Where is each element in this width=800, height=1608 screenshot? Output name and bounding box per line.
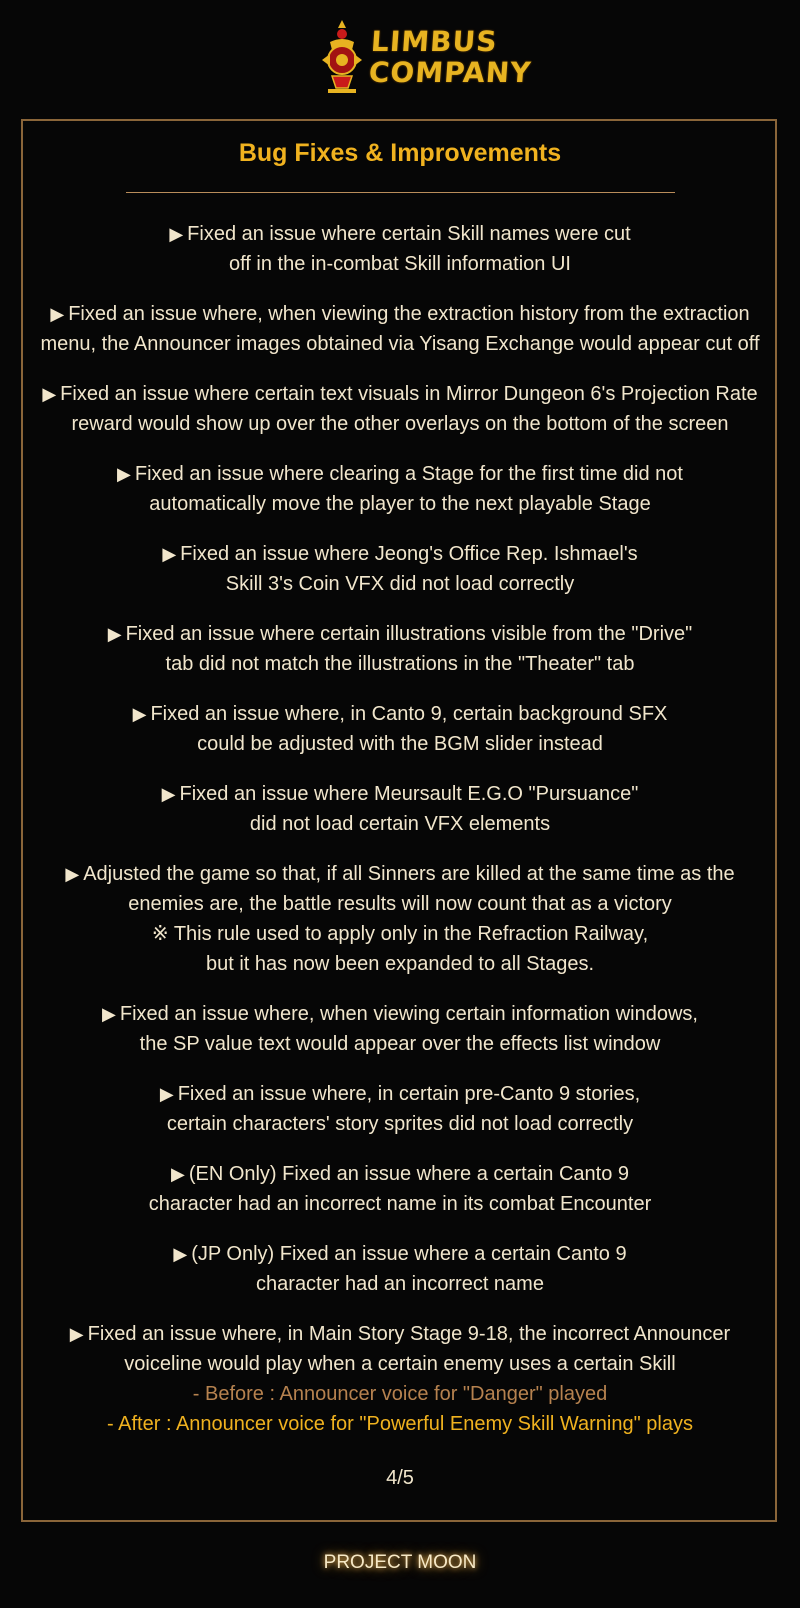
list-item [24,619,776,679]
list-item-line [24,1319,776,1349]
list-item-line [24,1159,776,1189]
list-item-text: but it has now been expanded to all Stages. [205,953,595,975]
before-note: - Before : Announcer voice for "Danger" played [192,1383,608,1405]
list-item [24,379,776,439]
list-item [24,1079,776,1139]
logo-wordmark [367,25,533,89]
play-triangle-icon: ▶ [65,864,80,884]
list-item-text: (EN Only) Fixed an issue where a certain Canto 9 [188,1163,630,1185]
project-moon-footer: PROJECT MOON [323,1552,477,1573]
play-triangle-icon: ▶ [117,464,131,484]
list-item-line [24,539,776,569]
list-item-line [24,1349,776,1379]
list-item-text: Fixed an issue where certain text visuals in Mirror Dungeon 6's Projection Rate [60,383,758,405]
title-divider [126,192,675,193]
list-item [24,219,776,279]
play-triangle-icon: ▶ [173,1244,188,1264]
play-triangle-icon: ▶ [162,544,177,564]
list-item-line [24,569,776,599]
list-item [24,779,776,839]
list-item-text: reward would show up over the other overlays on the bottom of the screen [71,413,729,435]
list-item-text: character had an incorrect name [256,1273,544,1295]
play-triangle-icon: ▶ [42,384,57,404]
list-item-text: Fixed an issue where, in Canto 9, certain background SFX [150,703,668,725]
list-item [24,459,776,519]
list-item-text: Fixed an issue where clearing a Stage for the first time did not [134,463,683,485]
list-item-text: voiceline would play when a certain enemy uses a certain Skill [124,1353,676,1375]
play-triangle-icon: ▶ [159,1084,174,1104]
list-item-text: Fixed an issue where certain illustrations visible from the "Drive" [125,623,693,645]
list-item-text: Fixed an issue where, when viewing the extraction history from the extraction [68,303,750,325]
list-item-line [24,219,776,249]
list-item-line [24,999,776,1029]
after-note: - After : Announcer voice for "Powerful Enemy Skill Warning" plays [107,1413,693,1435]
logo-line-2: COMPANY [367,56,533,89]
list-item-line [24,619,776,649]
play-triangle-icon: ▶ [170,1164,185,1184]
list-item [24,699,776,759]
play-triangle-icon: ▶ [69,1324,84,1344]
list-item [24,1319,776,1439]
list-item-line [24,1029,776,1059]
list-item-line [24,1239,776,1269]
list-item-text: the SP value text would appear over the effects list window [139,1033,661,1055]
list-item-line [24,489,776,519]
list-item-text: certain characters' story sprites did not load correctly [166,1113,634,1135]
list-item-line [24,729,776,759]
play-triangle-icon: ▶ [169,224,184,244]
list-item-text: Fixed an issue where certain Skill names were cut [187,223,631,245]
list-item [24,1159,776,1219]
play-triangle-icon: ▶ [107,624,122,644]
list-item [24,859,776,979]
list-item-line [24,299,776,329]
list-item-text: automatically move the player to the next playable Stage [149,493,651,515]
list-item-text: enemies are, the battle results will now count that as a victory [128,893,672,915]
list-item-line [24,379,776,409]
list-item-line [24,409,776,439]
list-item-line [24,1079,776,1109]
list-item-text: did not load certain VFX elements [249,813,551,835]
list-item-text: ※ This rule used to apply only in the Refraction Railway, [151,923,649,945]
list-item-text: (JP Only) Fixed an issue where a certain Canto 9 [191,1243,627,1265]
list-item-line [24,779,776,809]
fix-list [24,219,776,1459]
list-item-line [24,1269,776,1299]
list-item [24,539,776,599]
limbus-emblem-icon [316,16,368,96]
play-triangle-icon: ▶ [132,704,147,724]
list-item-text: could be adjusted with the BGM slider instead [197,733,603,755]
list-item-text: Fixed an issue where, when viewing certain information windows, [119,1003,698,1025]
list-item-line [24,699,776,729]
list-item [24,299,776,359]
list-item-text: menu, the Announcer images obtained via Yisang Exchange would appear cut off [40,333,760,355]
list-item-line [24,1189,776,1219]
list-item-text: Fixed an issue where, in Main Story Stage 9-18, the incorrect Announcer [87,1323,731,1345]
list-item-text: off in the in-combat Skill information UI [228,253,571,275]
list-item-line [24,919,776,949]
list-item-text: Fixed an issue where, in certain pre-Canto 9 stories, [177,1083,641,1105]
section-title: Bug Fixes & Improvements [238,139,562,167]
list-item [24,1239,776,1299]
list-item-line [24,1109,776,1139]
list-item-text: Fixed an issue where Jeong's Office Rep. Ishmael's [180,543,638,565]
list-item-line [24,949,776,979]
limbus-company-logo [316,16,533,96]
list-item-line [24,249,776,279]
list-item-line [24,649,776,679]
list-item-text: Fixed an issue where Meursault E.G.O "Pursuance" [179,783,639,805]
list-item-line [24,329,776,359]
play-triangle-icon: ▶ [50,304,65,324]
logo-line-1: LIMBUS [369,25,499,58]
list-item [24,999,776,1059]
list-item-text: character had an incorrect name in its combat Encounter [148,1193,652,1215]
list-item-text: Skill 3's Coin VFX did not load correctly [225,573,575,595]
play-triangle-icon: ▶ [102,1004,116,1024]
list-item-text: tab did not match the illustrations in the "Theater" tab [165,653,635,675]
list-item-text: Adjusted the game so that, if all Sinners are killed at the same time as the [83,863,735,885]
list-item-line [24,459,776,489]
list-item-line [24,859,776,889]
play-triangle-icon: ▶ [161,784,176,804]
list-item-line [24,809,776,839]
list-item-line [24,889,776,919]
page-number: 4/5 [386,1467,414,1489]
